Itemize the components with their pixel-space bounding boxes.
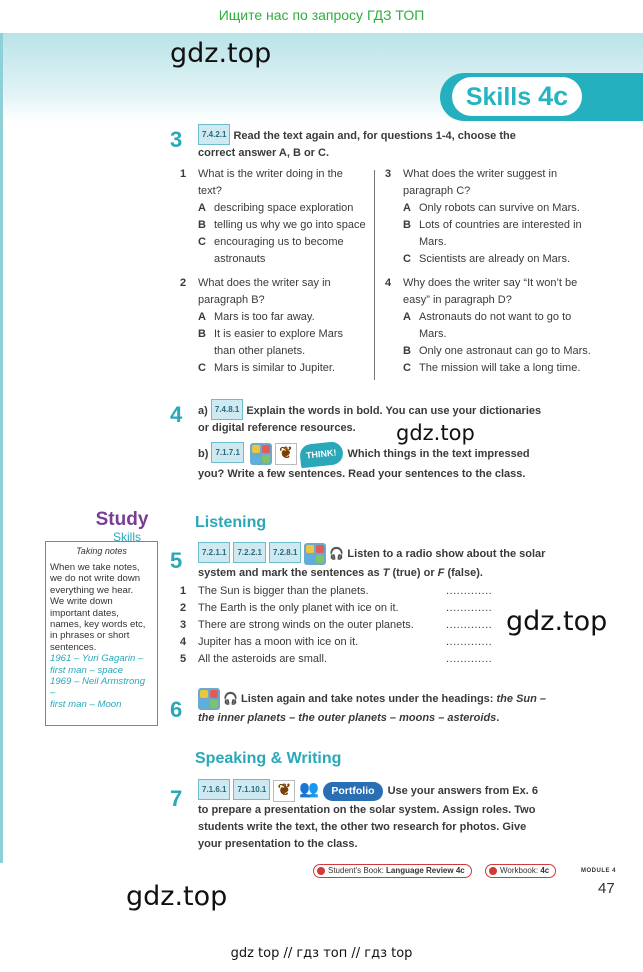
tree-icon: ❦ [273,780,295,802]
skills-number: 4c [538,81,569,111]
curriculum-code: 7.2.1.1 [198,542,230,563]
group-work-icon [198,688,220,710]
module-label: MODULE 4 [581,868,617,874]
watermark: gdz.top [506,606,608,637]
curriculum-code: 7.1.7.1 [211,442,243,463]
question-2: 2 What does the writer say in paragraph B? A Mars is too far away. B It is easier to explore Mars than other planets. C Mars is similar to Jupiter. [180,277,343,374]
section-title-listening: Listening [195,514,267,531]
students-book-link[interactable]: Student's Book: Language Review 4c [313,864,472,878]
group-work-icon [250,443,272,465]
exercise-7-instruction: 7.1.6.1 7.1.10.1 ❦ 👥 Portfolio Use your answers from Ex. 6 to prepare a presentation on the solar system. Assign roles. Two students write the text, the other two research for photos. Give your presentation to the class. [198,779,608,853]
left-margin-bar [0,33,3,863]
notes-title: Taking notes [76,546,127,556]
curriculum-code: 7.2.2.1 [233,542,265,563]
exercise-number: 3 [170,127,183,152]
true-false-list [180,583,500,668]
list-item: 1 The Sun is bigger than the planets. ............. [180,585,493,597]
bottom-links[interactable]: gdz top // гдз топ // гдз top [230,946,413,961]
study-subtitle: Skills [113,530,142,544]
curriculum-code: 7.2.8.1 [269,542,301,563]
question-1: 1 What is the writer doing in the text? A describing space exploration B telling us why we go into space C encouraging us to become astronauts [180,168,366,265]
people-icon: 👥 [299,781,320,799]
notes-text: When we take notes, we do not write down everything we hear. We write down important dates, names, key words etc, in phrases or short sentences. [50,562,146,653]
exercise-number: 7 [170,786,183,811]
exercise-6-instruction: 🎧 Listen again and take notes under the headings: the Sun – the inner planets – the outer planets – moons – asteroids. [198,688,598,727]
exercise-5-instruction: 7.2.1.1 7.2.2.1 7.2.8.1 🎧 Listen to a radio show about the solar system and mark the sentences as T (true) or F (false). [198,542,598,582]
top-banner[interactable]: Ищите нас по запросу ГДЗ ТОП [218,7,425,23]
study-title: Study [95,509,149,530]
list-item: 3 There are strong winds on the outer planets. ............. [180,619,493,631]
headphones-icon: 🎧 [329,546,345,561]
notes-examples: 1961 – Yuri Gagarin – first man – space 1969 – Neil Armstrong – first man – Moon [50,653,146,710]
curriculum-code: 7.4.8.1 [211,399,243,420]
exercise-number: 6 [170,697,183,722]
question-4: 4 Why does the writer say “It won’t be easy” in paragraph D? A Astronauts do not want to go to Mars. B Only one astronaut can go to Mars. C The mission will take a long time. [385,277,591,374]
headphones-icon: 🎧 [223,691,238,706]
arrow-icon [317,867,325,875]
skills-label: Skills [465,83,532,111]
curriculum-code: 7.4.2.1 [198,124,230,145]
exercise-3-instruction: 7.4.2.1 Read the text again and, for questions 1-4, choose the correct answer A, B or C. [198,124,598,162]
exercise-number: 4 [170,402,183,427]
watermark: gdz.top [170,38,272,69]
arrow-icon [489,867,497,875]
think-badge: THINK! [299,440,344,467]
exercise-number: 5 [170,548,183,573]
list-item: 5 All the asteroids are small. ............. [180,653,493,665]
study-skills-box [45,541,158,726]
workbook-link[interactable]: Workbook: 4c [485,864,556,878]
exercise-4b: b) 7.1.7.1 ❦ THINK! Which things in the text impressed you? Write a few sentences. Read your sentences to the class. [198,442,598,483]
page-number: 47 [598,880,615,897]
group-work-icon [304,543,326,565]
column-divider [374,170,375,380]
curriculum-code: 7.1.10.1 [233,779,270,800]
list-item: 2 The Earth is the only planet with ice on it. ............. [180,602,493,614]
curriculum-code: 7.1.6.1 [198,779,230,800]
tree-icon: ❦ [275,443,297,465]
exercise-4a: a) 7.4.8.1 Explain the words in bold. You can use your dictionaries or digital reference resources. [198,399,598,437]
question-3: 3 What does the writer suggest in paragraph C? A Only robots can survive on Mars. B Lots of countries are interested in Mars. C Scientists are already on Mars. [385,168,582,265]
portfolio-badge: Portfolio [323,782,382,801]
skills-badge [452,77,582,116]
watermark: gdz.top [396,421,475,445]
list-item: 4 Jupiter has a moon with ice on it. ............. [180,636,493,648]
section-title-speaking-writing: Speaking & Writing [195,750,342,767]
watermark: gdz.top [126,881,228,912]
